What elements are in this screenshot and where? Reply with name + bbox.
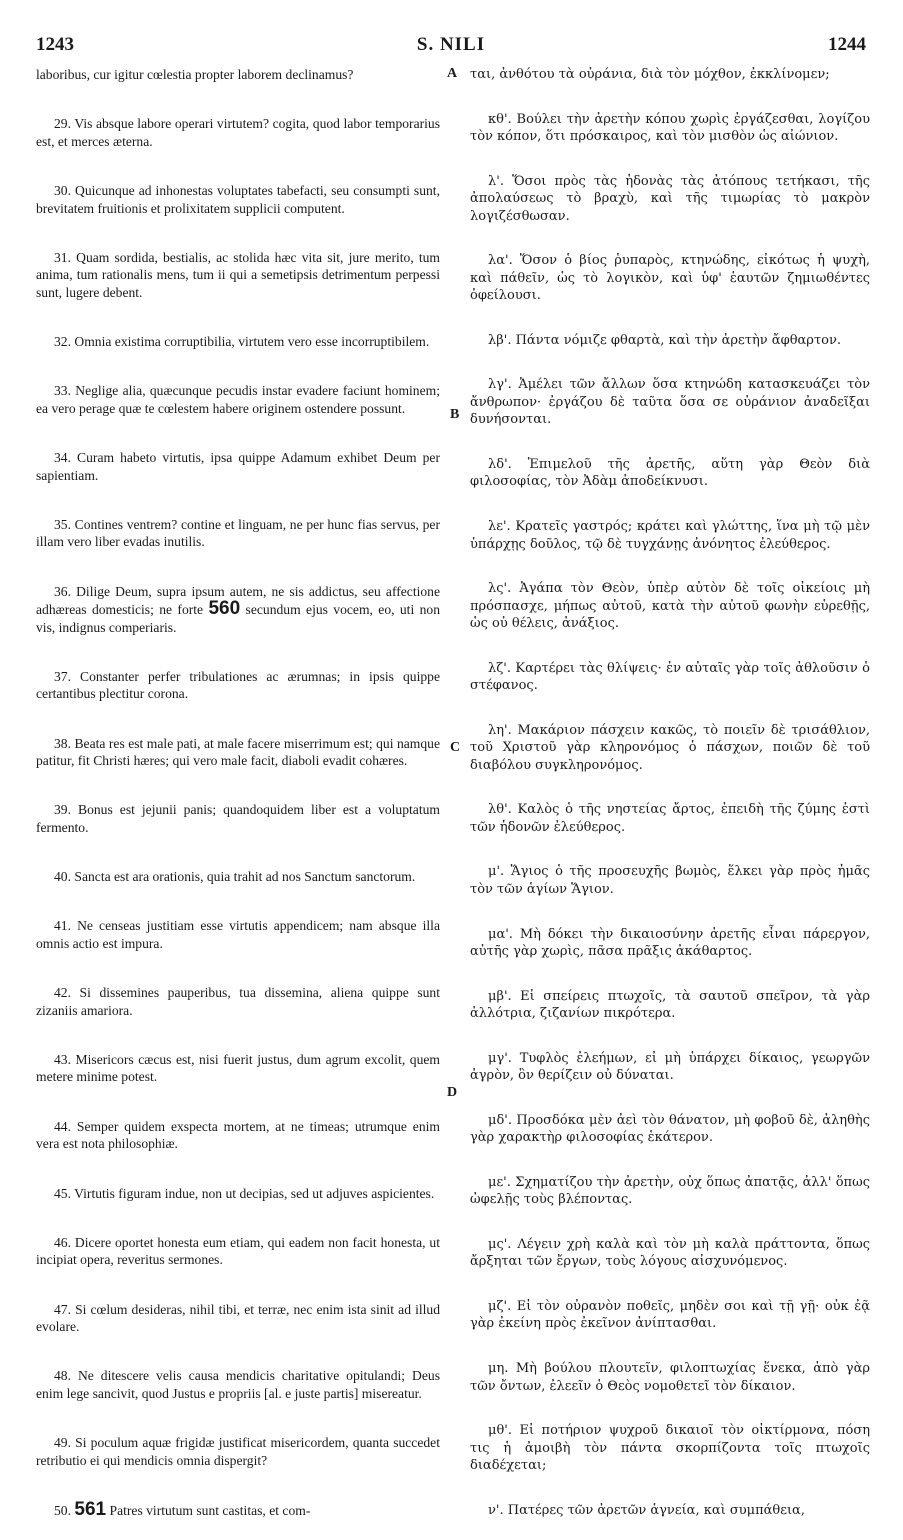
greek-text: μη. Μὴ βούλου πλουτεῖν, φιλοπτωχίας ἕνεκα, ἀπὸ γὰρ τῶν ὄντων, ἐλεεῖν ὁ Θεὸς νομοθετεῖ τὸν δίκαιον. (470, 1361, 870, 1394)
latin-paragraph (36, 1498, 440, 1520)
latin-paragraph (36, 1051, 440, 1086)
right-column-number: 1244 (828, 34, 866, 55)
latin-paragraph (36, 1367, 440, 1402)
latin-text: 50. (54, 1502, 71, 1518)
latin-text: 46. Dicere oportet honesta eum etiam, qui eadem non facit honesta, ut incipiat opera, reveritus sermones. (36, 1234, 440, 1268)
margin-letter-d: D (447, 1085, 458, 1100)
greek-paragraph (470, 722, 870, 775)
greek-text: μ'. Ἅγιος ὁ τῆς προσευχῆς βωμὸς, ἕλκει γὰρ πρὸς ἡμᾶς τὸν τῶν ἁγίων Ἅγιον. (470, 864, 870, 897)
latin-paragraph (36, 868, 440, 886)
greek-text: μβ'. Εἰ σπείρεις πτωχοῖς, τὰ σαυτοῦ σπεῖρον, τὰ γὰρ ἀλλότρια, ζιζανίων πικρότερα. (470, 988, 870, 1022)
latin-paragraph (36, 668, 440, 703)
greek-text: λθ'. Καλὸς ὁ τῆς νηστείας ἄρτος, ἐπειδὴ τῆς ζύμης ἐστὶ τῶν ἡδονῶν ἐλεύθερος. (470, 802, 870, 835)
greek-text: λα'. Ὅσον ὁ βίος ῥυπαρὸς, κτηνώδης, εἰκότως ἡ ψυχὴ, καὶ πάθεῖν, ὡς τὸ λογικὸν, καὶ ὑφ' ἑαυτῶν ζημιωθέντες ὀφείλουσι. (470, 253, 870, 304)
greek-text: ν'. Πατέρες τῶν ἀρετῶν ἁγνεία, καὶ συμπάθεια, (488, 1502, 805, 1518)
latin-text: 34. Curam habeto virtutis, ipsa quippe Adamum exhibet Deum per sapientiam. (36, 450, 440, 483)
latin-paragraph (36, 1118, 440, 1153)
greek-text: μα'. Μὴ δόκει τὴν δικαιοσύνην ἀρετῆς εἶναι πάρεργον, αὐτῆς γὰρ χωρὶς, πᾶσα πρᾶξις ἀκάθαρτος. (470, 926, 870, 960)
greek-text: μς'. Λέγειν χρὴ καλὰ καὶ τὸν μὴ καλὰ πράττοντα, ὅπως ἄρξηται τῶν ἔργων, τοὺς λόγους αἰσχυνόμενος. (470, 1236, 870, 1270)
latin-text: 44. Semper quidem exspecta mortem, at ne timeas; utrumque enim vera est nota philosophiæ. (36, 1118, 440, 1152)
latin-text: 36. Dilige Deum, supra ipsum autem, ne sis addictus, seu affectione adhæreas domesticis; ne forte (36, 583, 440, 618)
margin-letter-a: A (447, 66, 458, 81)
latin-text: 49. Si poculum aquæ frigidæ justificat misericordem, quanta succedet retributio ei qui mendicis omnia dispergit? (36, 1435, 440, 1468)
greek-text: μγ'. Τυφλὸς ἐλεήμων, εἰ μὴ ὑπάρχει δίκαιος, γεωργῶν ἀγρὸν, ὃν θερίζειν οὐ δύναται. (470, 1050, 870, 1084)
latin-text: 45. Virtutis figuram indue, non ut decipias, sed ut adjuves aspicientes. (54, 1185, 435, 1201)
greek-paragraph (470, 660, 870, 695)
greek-paragraph (470, 173, 870, 226)
greek-text: κθ'. Βούλει τὴν ἀρετὴν κόπου χωρὶς ἐργάζεσθαι, λογίζου τὸν κόπον, ὅτι πρόσκαιρος, καὶ τὸν μισθὸν ὡς αἰώνιον. (470, 111, 870, 145)
greek-text: με'. Σχηματίζου τὴν ἀρετὴν, οὐχ ὅπως ἀπατᾷς, ἀλλ' ὅπως ὠφελῇς τοὺς βλέποντας. (470, 1174, 870, 1208)
latin-text: 48. Ne ditescere velis causa mendicis charitative opitulandi; Deus enim lege sancivit, quod Justus e propriis [al. e juste partis] misereatur. (36, 1368, 440, 1401)
latin-column (36, 66, 440, 1519)
greek-paragraph (470, 1174, 870, 1209)
latin-paragraph (36, 1234, 440, 1269)
greek-paragraph (470, 456, 870, 491)
greek-paragraph (470, 1360, 870, 1395)
greek-paragraph (470, 332, 870, 350)
latin-paragraph (36, 735, 440, 770)
greek-text: λγ'. Ἀμέλει τῶν ἄλλων ὅσα κτηνώδη κατασκευάζει τὸν ἄνθρωπον· ἐργάζου δὲ ταῦτα ὅσα σε οὐράνιον ἀναδεῖξαι δυνήσονται. (470, 377, 870, 428)
greek-paragraph (470, 252, 870, 305)
latin-text: 47. Si cœlum desideras, nihil tibi, et terræ, nec enim ista sinit ad illud evolare. (36, 1301, 440, 1335)
latin-paragraph (36, 1301, 440, 1336)
running-header (36, 34, 866, 58)
greek-paragraph (470, 66, 870, 84)
left-column-number: 1243 (36, 34, 74, 55)
latin-paragraph (36, 583, 440, 637)
latin-paragraph (36, 1434, 440, 1469)
greek-text: λς'. Ἀγάπα τὸν Θεὸν, ὑπὲρ αὐτὸν δὲ τοῖς οἰκείοις μὴ πρόσπασχε, μήπως αὐτοῦ, κατὰ τὴν αὐτοῦ φωνὴν εὑρεθῇς, ὡς οὐ θέλεις, ἀνάξιος. (470, 581, 870, 632)
greek-text: λ'. Ὅσοι πρὸς τὰς ἡδονὰς τὰς ἀτόπους τετήκασι, τῆς ἀπολαύσεως τὸ βραχὺ, καὶ τῆς τιμωρίας τὸ μακρὸν λογιζέσθωσαν. (470, 173, 870, 224)
greek-paragraph (470, 376, 870, 429)
latin-text-continued: Patres virtutum sunt castitas, et com- (109, 1502, 311, 1518)
latin-paragraph (36, 801, 440, 836)
greek-paragraph (470, 1236, 870, 1271)
greek-text: ται, ἀνθότου τὰ οὐράνια, διὰ τὸν μόχθον, ἐκκλίνομεν; (470, 67, 830, 82)
greek-paragraph (470, 111, 870, 146)
greek-paragraph (470, 580, 870, 633)
greek-paragraph (470, 1502, 870, 1520)
greek-column (470, 66, 870, 1519)
margin-letter-b: B (450, 407, 460, 422)
latin-paragraph (36, 1185, 440, 1203)
latin-paragraph (36, 66, 440, 84)
latin-paragraph (36, 115, 440, 150)
latin-text: laboribus, cur igitur cœlestia propter laborem declinamus? (36, 67, 354, 82)
latin-paragraph (36, 449, 440, 484)
greek-paragraph (470, 863, 870, 898)
latin-paragraph (36, 516, 440, 551)
greek-paragraph (470, 1050, 870, 1085)
margin-letter-c: C (450, 740, 461, 755)
latin-text: 40. Sancta est ara orationis, quia trahit ad nos Sanctum sanctorum. (54, 869, 416, 885)
greek-paragraph (470, 1298, 870, 1333)
greek-paragraph (470, 801, 870, 836)
greek-paragraph (470, 926, 870, 961)
greek-text: λδ'. Ἐπιμελοῦ τῆς ἀρετῆς, αὕτη γὰρ Θεὸν διὰ φιλοσοφίας, τὸν Ἀδὰμ ἀποδείκνυσι. (470, 456, 870, 490)
greek-text: λβ'. Πάντα νόμιζε φθαρτὰ, καὶ τὴν ἀρετὴν ἄφθαρτον. (488, 332, 841, 348)
latin-text-continued: secundum ejus vocem, eo, uti non vis, indignus comperiaris. (36, 602, 440, 635)
latin-text: 32. Omnia existima corruptibilia, virtutem vero esse incorruptibilem. (54, 334, 430, 350)
page-number-marker: 560 (208, 598, 241, 620)
greek-text: μθ'. Εἰ ποτήριον ψυχροῦ δικαιοῖ τὸν οἰκτίρμονα, πόση τις ἡ ἀμοιβὴ τὸν πάντα σκορπίζοντα τοῖς πτωχοῖς διαδέχεται; (470, 1423, 870, 1474)
greek-text: λζ'. Καρτέρει τὰς θλίψεις· ἐν αὐταῖς γὰρ τοῖς ἀθλοῦσιν ὁ στέφανος. (470, 660, 870, 694)
latin-paragraph (36, 917, 440, 952)
latin-text: 29. Vis absque labore operari virtutem? cogita, quod labor temporarius est, et merces æterna. (36, 116, 440, 149)
greek-text: λε'. Κρατεῖς γαστρός; κράτει καὶ γλώττης, ἵνα μὴ τῷ μὲν ὑπάρχῃς δοῦλος, τῷ δὲ τυγχάνῃς ἀνόνητος ἐλεύθερος. (470, 519, 870, 552)
greek-text: μδ'. Προσδόκα μὲν ἀεὶ τὸν θάνατον, μὴ φοβοῦ δὲ, ἀληθὴς γὰρ χαρακτὴρ φιλοσοφίας ἑκάτερον. (470, 1112, 870, 1146)
running-title: S. NILI (416, 34, 486, 55)
latin-paragraph (36, 333, 440, 351)
latin-text: 43. Misericors cæcus est, nisi fuerit justus, dum agrum excolit, quem metere minime potest. (36, 1051, 440, 1085)
latin-paragraph (36, 182, 440, 217)
latin-paragraph (36, 382, 440, 417)
page-number-marker: 561 (74, 1498, 107, 1520)
greek-paragraph (470, 518, 870, 553)
latin-text: 41. Ne censeas justitiam esse virtutis appendicem; nam absque illa omnis actio est impura. (36, 918, 440, 951)
greek-text: λη'. Μακάριον πάσχειν κακῶς, τὸ ποιεῖν δὲ τρισάθλιον, τοῦ Χριστοῦ γὰρ κληρονόμος ὁ πάσχων, ποιῶν δὲ τοῦ διαβόλου συγκληρονόμος. (470, 722, 870, 773)
greek-paragraph (470, 988, 870, 1023)
latin-text: 39. Bonus est jejunii panis; quandoquidem liber est a voluptatum fermento. (36, 802, 440, 835)
latin-paragraph (36, 984, 440, 1019)
latin-text: 33. Neglige alia, quæcunque pecudis instar evadere faciunt hominem; ea vero perage quæ te cœlestem habere originem ostendere possunt. (36, 383, 440, 416)
greek-paragraph (470, 1112, 870, 1147)
latin-text: 37. Constanter perfer tribulationes ac ærumnas; in ipsis quippe certantibus plectitur corona. (36, 668, 440, 702)
latin-text: 30. Quicunque ad inhonestas voluptates tabefacti, seu consumpti sunt, brevitatem fruitionis et prolixitatem supplicii computent. (36, 183, 440, 216)
latin-text: 38. Beata res est male pati, at male facere miserrimum est; qui namque patitur, fit Christi hæres; qui vero male facit, diaboli evadit cohæres. (36, 735, 440, 769)
latin-text: 31. Quam sordida, bestialis, ac stolida hæc vita sit, jure merito, tum anima, tum rationalis mens, tum ii qui a semetipsis detrimentum perpessi sunt, lugere debent. (36, 249, 440, 300)
greek-paragraph (470, 1422, 870, 1475)
greek-text: μζ'. Εἰ τὸν οὐρανὸν ποθεῖς, μηδὲν σοι καὶ τῇ γῇ· οὐκ ἐᾷ γὰρ ἐκείνη πρὸς ἐκεῖνον ἀνίπτασθαι. (470, 1298, 870, 1332)
latin-paragraph (36, 249, 440, 302)
latin-text: 42. Si dissemines pauperibus, tua dissemina, aliena quippe sunt zizaniis amariora. (36, 985, 440, 1018)
latin-text: 35. Contines ventrem? contine et linguam, ne per hunc fias servus, per illam vero liber evadas inutilis. (36, 516, 440, 550)
